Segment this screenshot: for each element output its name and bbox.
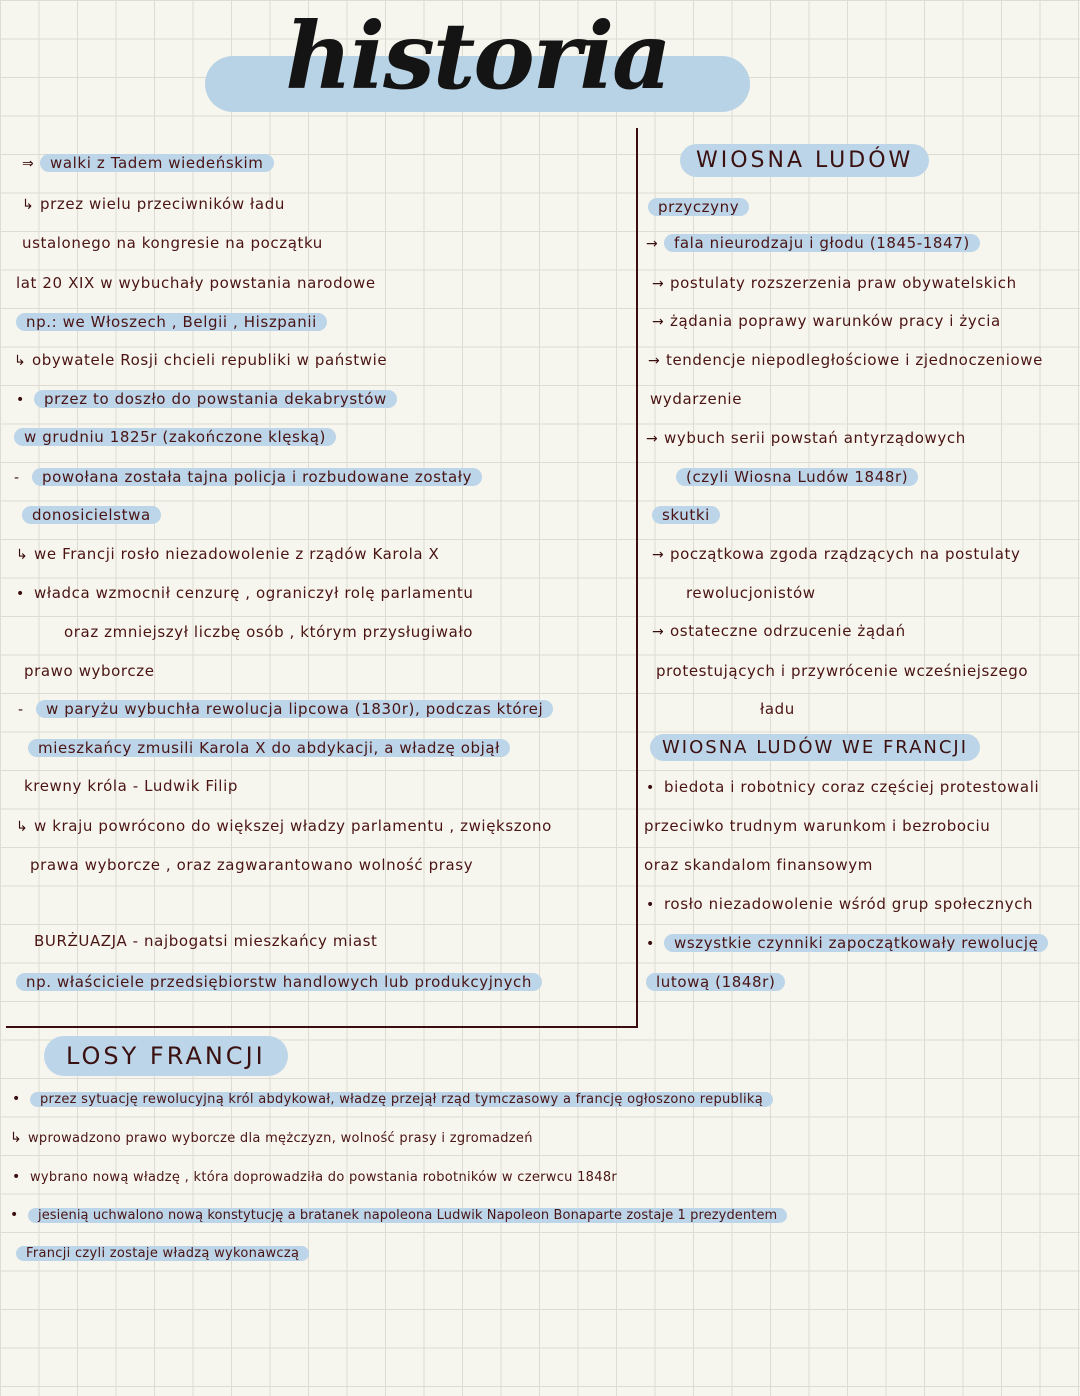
section-divider bbox=[6, 1026, 638, 1028]
section-heading: WIOSNA LUDÓW bbox=[680, 144, 929, 177]
note-line: • władca wzmocnił cenzurę , ograniczył rolę parlamentu bbox=[16, 582, 474, 604]
note-line: → ostateczne odrzucenie żądań bbox=[652, 620, 906, 642]
note-line: • przez to doszło do powstania dekabrystów bbox=[16, 388, 397, 410]
note-line: oraz zmniejszył liczbę osób , którym przysługiwało bbox=[64, 623, 474, 641]
note-line: lutową (1848r) bbox=[646, 971, 785, 993]
title-area bbox=[205, 2, 750, 124]
arrow-icon: → bbox=[646, 236, 659, 252]
note-line: w grudniu 1825r (zakończone klęską) bbox=[14, 426, 336, 448]
note-line: protestujących i przywrócenie wcześniejszego bbox=[656, 662, 1029, 680]
note-line: → wybuch serii powstań antyrządowych bbox=[646, 427, 966, 449]
note-line: przeciwko trudnym warunkom i bezrobociu bbox=[644, 817, 991, 835]
note-line: prawa wyborcze , oraz zagwarantowano wolność prasy bbox=[30, 856, 474, 874]
note-line: mieszkańcy zmusili Karola X do abdykacji, a władzę objął bbox=[28, 737, 510, 759]
bullet-icon: • bbox=[10, 1207, 19, 1223]
note-line: wydarzenie bbox=[650, 390, 743, 408]
note-line: • biedota i robotnicy coraz częściej protestowali bbox=[646, 776, 1039, 798]
note-line: ⇒ walki z Tadem wiedeńskim bbox=[22, 152, 274, 174]
note-line: ↳ wprowadzono prawo wyborcze dla mężczyzn, wolność prasy i zgromadzeń bbox=[10, 1127, 533, 1149]
note-line: Francji czyli zostaje władzą wykonawczą bbox=[16, 1243, 309, 1265]
arrow-icon: → bbox=[648, 353, 661, 369]
bullet-icon: ⇒ bbox=[22, 156, 35, 172]
note-line: ↳ przez wielu przeciwników ładu bbox=[22, 193, 285, 215]
note-line: skutki bbox=[652, 504, 720, 526]
note-line: → postulaty rozszerzenia praw obywatelskich bbox=[652, 272, 1017, 294]
note-line: • wszystkie czynniki zapoczątkowały rewolucję bbox=[646, 932, 1048, 954]
section-heading: LOSY FRANCJI bbox=[44, 1036, 288, 1076]
arrow-icon: → bbox=[652, 314, 665, 330]
bullet-icon: - bbox=[14, 470, 20, 486]
bullet-icon: • bbox=[646, 897, 655, 913]
note-line: ustalonego na kongresie na początku bbox=[22, 234, 323, 252]
note-line: np.: we Włoszech , Belgii , Hiszpanii bbox=[16, 311, 327, 333]
note-line: ↳ w kraju powrócono do większej władzy parlamentu , zwiększono bbox=[16, 815, 552, 837]
note-line: oraz skandalom finansowym bbox=[644, 856, 873, 874]
note-line: donosicielstwa bbox=[22, 504, 161, 526]
note-line: BURŻUAZJA - najbogatsi mieszkańcy miast bbox=[34, 932, 378, 950]
note-line: prawo wyborcze bbox=[24, 662, 155, 680]
note-line: np. właściciele przedsiębiorstw handlowych lub produkcyjnych bbox=[16, 971, 542, 993]
note-line: • przez sytuację rewolucyjną król abdykował, władzę przejął rząd tymczasowy a francję ogłoszono republiką bbox=[12, 1088, 773, 1110]
note-line: → fala nieurodzaju i głodu (1845-1847) bbox=[646, 232, 980, 254]
bullet-icon: ↳ bbox=[16, 547, 29, 563]
bullet-icon: • bbox=[16, 392, 25, 408]
note-line: → żądania poprawy warunków pracy i życia bbox=[652, 310, 1001, 332]
bullet-icon: ↳ bbox=[16, 819, 29, 835]
section-heading: WIOSNA LUDÓW WE FRANCJI bbox=[650, 734, 980, 761]
note-line: → początkowa zgoda rządzących na postulaty bbox=[652, 543, 1020, 565]
note-line: ↳ obywatele Rosji chcieli republiki w państwie bbox=[14, 349, 387, 371]
note-line: lat 20 XIX w wybuchały powstania narodowe bbox=[16, 274, 376, 292]
note-line: rewolucjonistów bbox=[686, 584, 816, 602]
arrow-icon: → bbox=[646, 431, 659, 447]
note-line: • jesienią uchwalono nową konstytucję a bratanek napoleona Ludwik Napoleon Bonaparte zostaje 1 prezydentem bbox=[10, 1204, 787, 1226]
arrow-icon: → bbox=[652, 276, 665, 292]
note-line: • rosło niezadowolenie wśród grup społecznych bbox=[646, 893, 1033, 915]
bullet-icon: • bbox=[12, 1169, 21, 1185]
bullet-icon: • bbox=[16, 586, 25, 602]
bullet-icon: • bbox=[12, 1091, 21, 1107]
note-line: • wybrano nową władzę , która doprowadziła do powstania robotników w czerwcu 1848r bbox=[12, 1166, 617, 1188]
bullet-icon: - bbox=[18, 702, 24, 718]
column-divider bbox=[636, 128, 638, 1028]
note-line: ładu bbox=[760, 700, 795, 718]
note-line: → tendencje niepodległościowe i zjednoczeniowe bbox=[648, 349, 1043, 371]
bullet-icon: ↳ bbox=[14, 353, 27, 369]
note-line: - powołana została tajna policja i rozbudowane zostały bbox=[14, 466, 482, 488]
arrow-icon: → bbox=[652, 624, 665, 640]
page-title: historia bbox=[285, 2, 670, 110]
bullet-icon: ↳ bbox=[22, 197, 35, 213]
note-line: ↳ we Francji rosło niezadowolenie z rządów Karola X bbox=[16, 543, 439, 565]
bullet-icon: ↳ bbox=[10, 1130, 23, 1146]
arrow-icon: → bbox=[652, 547, 665, 563]
note-line: krewny króla - Ludwik Filip bbox=[24, 777, 238, 795]
bullet-icon: • bbox=[646, 936, 655, 952]
note-line: (czyli Wiosna Ludów 1848r) bbox=[676, 466, 918, 488]
note-line: przyczyny bbox=[648, 196, 749, 218]
note-line: - w paryżu wybuchła rewolucja lipcowa (1830r), podczas której bbox=[18, 698, 553, 720]
bullet-icon: • bbox=[646, 780, 655, 796]
